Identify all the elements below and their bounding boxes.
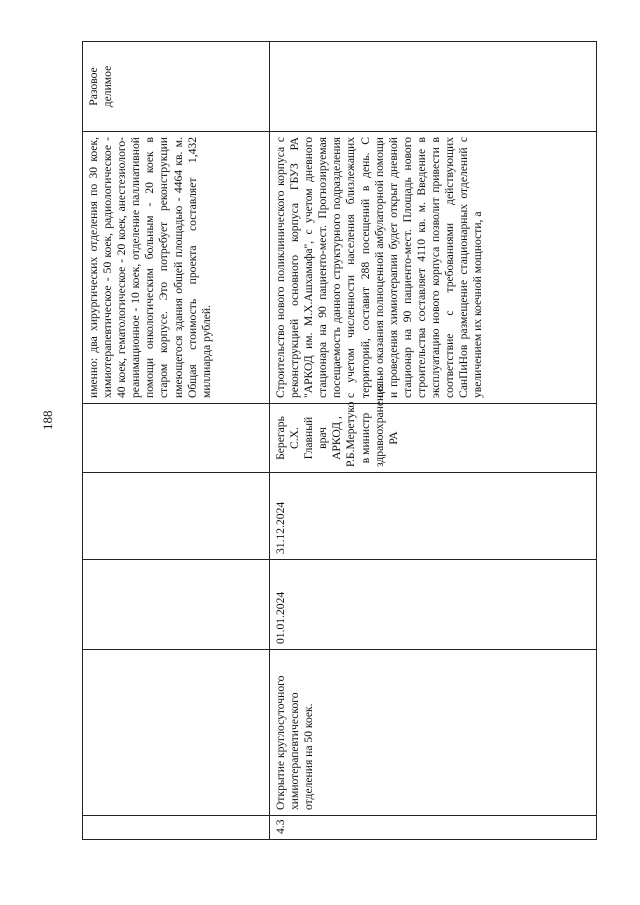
event-cell [83, 650, 270, 816]
table-row [83, 42, 270, 840]
source-cell: Разовое делимое [83, 42, 270, 132]
row-number-cell: 4.3 [270, 816, 597, 840]
table-row [270, 42, 597, 840]
responsible-cell [83, 404, 270, 473]
start-date-cell [83, 560, 270, 650]
rotated-table-page [82, 42, 610, 840]
end-date-cell: 31.12.2024 [270, 473, 597, 560]
row-number-cell [83, 816, 270, 840]
end-date-cell [83, 473, 270, 560]
page-number: 188 [40, 410, 55, 430]
responsible-cell: Берегарь С.Х. Главный врач АРКОД , Р.Б.Меретуко в министр здравоохранения РА [270, 404, 597, 473]
plan-table [82, 41, 597, 840]
source-cell [270, 42, 597, 132]
description-cell: Строительство нового поликлинического корпуса с реконструкцией основного корпуса ГБУЗ РА "АРКОД им. М.Х.Ашхамафа", с учетом дневного стационара на 90 пациенто-мест. Прогнозируемая посещаемость данного структурного подразделения с учетом численности населения близлежащих территорий, составит 288 посещений в день. С целью оказания полноценной амбулаторной помощи и проведения химиотерапии будет открыт дневной стационар на 90 пациенто-мест. Площадь нового строительства составляет 4110 кв. м. Введение в эксплуатацию нового корпуса позволит привести в соответствие с требованиями действующих СанПиНов размещение стационарных отделений с увеличением их коечной мощности, а [270, 132, 597, 404]
event-cell: Открытие круглосуточного химиотерапевтического отделения на 50 коек. [270, 650, 597, 816]
start-date-cell: 01.01.2024 [270, 560, 597, 650]
description-cell: именно: два хирургических отделения по 30 коек, химиотерапевтическое - 50 коек, радиологическое - 40 коек, гематологическое - 20 коек, анестезиолого-реанимационное - 10 коек, отделение паллиативной помощи онкологическим больным - 20 коек в старом корпусе. Это потребует реконструкции имеющегося здания общей площадью - 4464 кв. м. Общая стоимость проекта составляет 1,432 миллиарда рублей. [83, 132, 270, 404]
